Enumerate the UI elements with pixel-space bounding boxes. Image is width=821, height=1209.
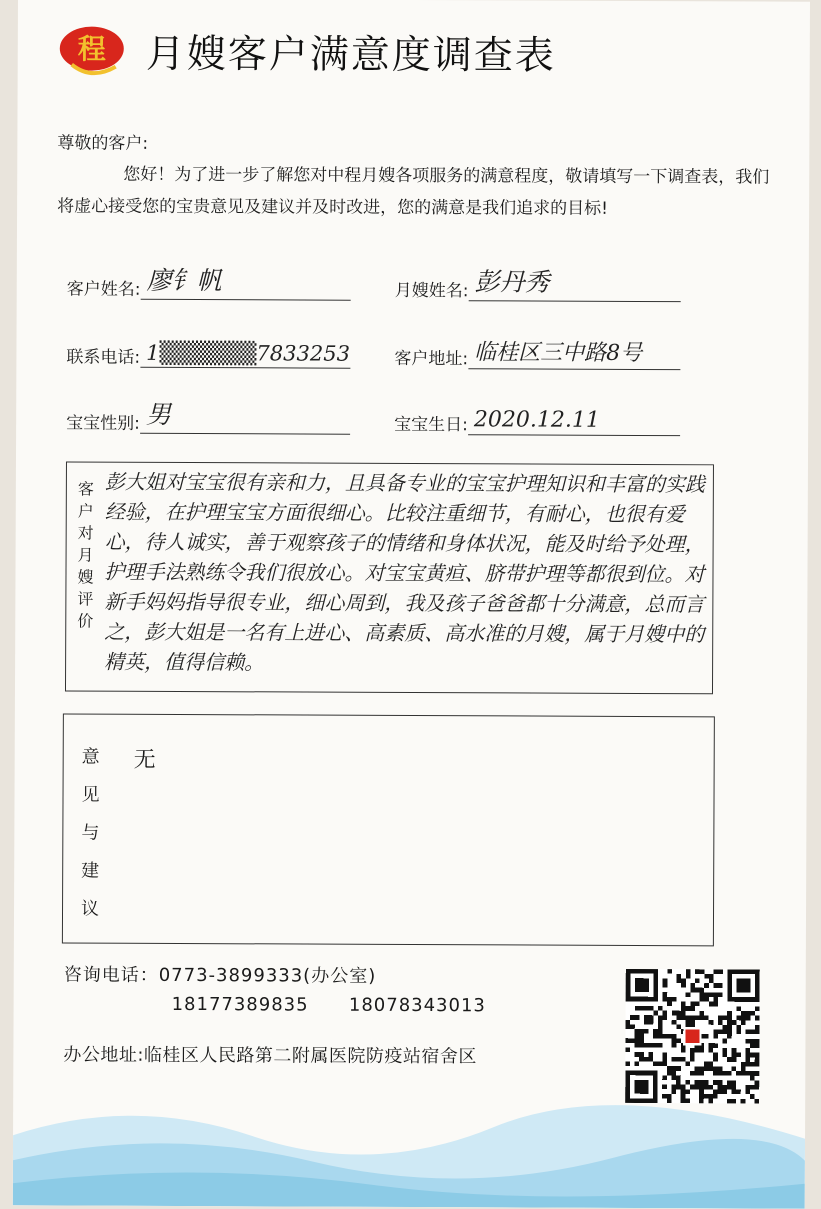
phone-label: 联系电话: <box>66 347 141 368</box>
address-label: 客户地址: <box>394 348 469 370</box>
nanny-name-field <box>394 267 681 302</box>
baby-gender-field <box>66 399 350 434</box>
company-logo <box>58 20 128 80</box>
baby-birthday-label: 宝宝生日: <box>394 414 468 436</box>
baby-birthday-field <box>394 406 680 436</box>
customer-name-value: 廖钅帆 <box>146 265 222 296</box>
baby-birthday-value: 2020.12.11 <box>473 407 600 433</box>
form-title: 月嫂客户满意度调查表 <box>145 31 556 79</box>
suggestions-box <box>62 713 715 946</box>
baby-gender-label: 宝宝性别: <box>66 413 140 434</box>
address-value: 临桂区三中路8号 <box>474 340 643 366</box>
svg-text:程: 程 <box>77 32 106 66</box>
survey-form <box>13 0 810 1209</box>
customer-name-label: 客户姓名: <box>66 279 141 300</box>
form-header <box>58 20 556 82</box>
mobile-numbers: 18177389835 18078343013 <box>171 993 486 1017</box>
phone-field <box>66 338 350 368</box>
intro-paragraph: 您好！为了进一步了解您对中程月嫂各项服务的满意程度，敬请填写一下调查表，我们将虚心接受您的宝贵意见及建议并及时改进，您的满意是我们追求的目标! <box>57 164 770 219</box>
suggestions-value: 无 <box>133 747 156 773</box>
suggestions-label: 意 见 与 建 议 <box>80 746 100 920</box>
greeting: 尊敬的客户: <box>57 133 149 154</box>
customer-name-field <box>66 265 351 300</box>
nanny-name-value: 彭丹秀 <box>474 267 550 297</box>
phone-value: 1▒▒▒▒▒▒7833253 <box>146 340 351 366</box>
hotline: 咨询电话：0773-3899333(办公室) <box>63 964 377 987</box>
wave-decoration <box>13 1065 806 1208</box>
evaluation-text: 彭大姐对宝宝很有亲和力，且具备专业的宝宝护理知识和丰富的实践经验，在护理宝宝方面很细心。比较注重细节，有耐心，也很有爱心，待人诚实，善于观察孩子的情绪和身体状况，能及时给予处理，护理手法熟练令我们很放心。对宝宝黄疸、脐带护理等都很到位。对新手妈妈指导很专业，细心周到，我及孩子爸爸都十分满意，总而言之，彭大姐是一名有上进心、高素质、高水准的月嫂，属于月嫂中的精英，值得信赖。 <box>104 469 705 675</box>
office-address: 办公地址:临桂区人民路第二附属医院防疫站宿舍区 <box>63 1044 477 1068</box>
baby-gender-value: 男 <box>145 399 172 429</box>
evaluation-label: 客 户 对 月 嫂 评 价 <box>77 479 94 631</box>
evaluation-box <box>65 461 714 694</box>
nanny-name-label: 月嫂姓名: <box>394 280 469 302</box>
address-field <box>394 340 680 370</box>
